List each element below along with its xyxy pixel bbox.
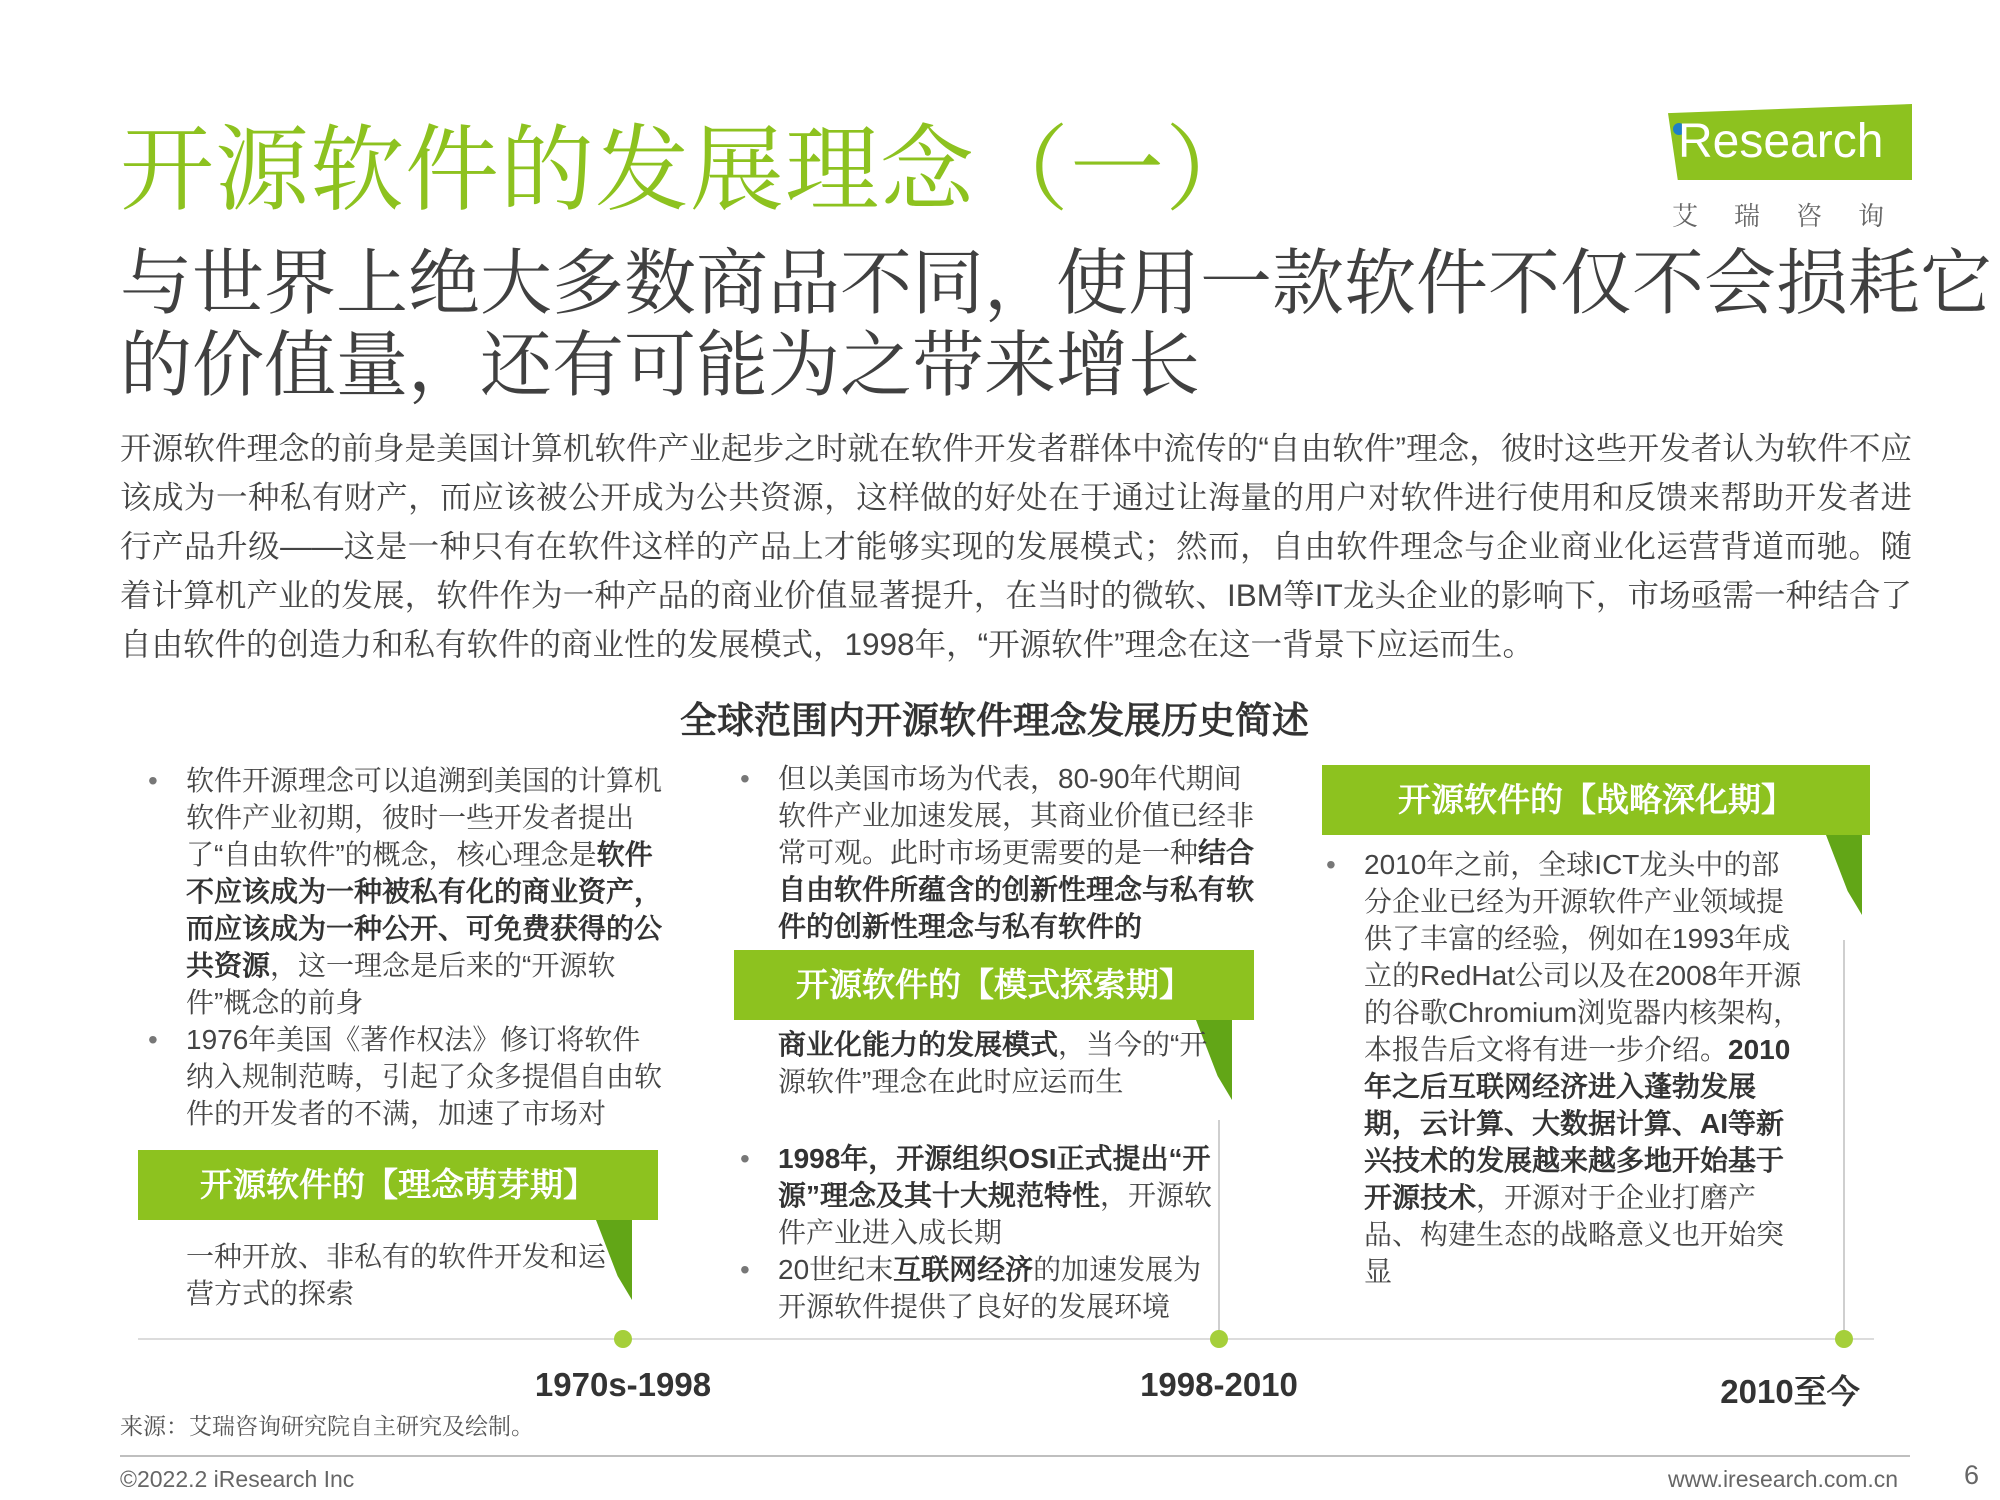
stage1-label: 开源软件的【理念萌芽期】	[138, 1150, 658, 1220]
timeline-axis	[138, 1338, 1874, 1340]
timeline-dot	[1210, 1330, 1228, 1348]
stage3-label: 开源软件的【战略深化期】	[1322, 765, 1870, 835]
logo-text: Research	[1678, 115, 1884, 168]
period-label: 1998-2010	[1140, 1366, 1298, 1403]
timeline-connector	[1843, 940, 1845, 1338]
website-link[interactable]: www.iresearch.com.cn	[1668, 1466, 1899, 1492]
list-item: • 软件开源理念可以追溯到美国的计算机软件产业初期，彼时一些开发者提出了“自由软件”的概念，核心理念是软件不应该成为一种被私有化的商业资产，而应该成为一种公开、可免费获得的公共资源，这一理念是后来的“开源软件”概念的前身	[148, 762, 668, 1021]
stage3-bullets	[1326, 846, 1806, 1290]
period-label: 2010至今	[1720, 1373, 1860, 1410]
page-number: 6	[1964, 1460, 1980, 1490]
stage2-bullets-bottom	[740, 1140, 1220, 1325]
list-item: • 2010年之前，全球ICT龙头中的部分企业已经为开源软件产业领域提供了丰富的经验，例如在1993年成立的RedHat公司以及在2008年开源的谷歌Chromium浏览器内核架构，本报告后文将有进一步介绍。2010年之后互联网经济进入蓬勃发展期，云计算、大数据计算、AI等新兴技术的发展越来越多地开始基于开源技术，开源对于企业打磨产品、构建生态的战略意义也开始突显	[1326, 846, 1806, 1290]
intro-paragraph: 开源软件理念的前身是美国计算机软件产业起步之时就在软件开发者群体中流传的“自由软件”理念，彼时这些开发者认为软件不应该成为一种私有财产，而应该被公开成为公共资源，这样做的好处在于通过让海量的用户对软件进行使用和反馈来帮助开发者进行产品升级——这是一种只有在软件这样的产品上才能够实现的发展模式；然而，自由软件理念与企业商业化运营背道而驰。随着计算机产业的发展，软件作为一种产品的商业价值显著提升，在当时的微软、IBM等IT龙头企业的影响下，市场亟需一种结合了自由软件的创造力和私有软件的商业性的发展模式，1998年，“开源软件”理念在这一背景下应运而生。	[120, 430, 1912, 662]
timeline-dot	[614, 1330, 632, 1348]
subtitle-line-1: 与世界上绝大多数商品不同，使用一款软件不仅不会损耗它	[120, 244, 1993, 324]
list-item: • 20世纪末互联网经济的加速发展为开源软件提供了良好的发展环境	[740, 1251, 1220, 1325]
timeline-title: 全球范围内开源软件理念发展历史简述	[680, 700, 1309, 741]
stage2-continuation: 商业化能力的发展模式，当今的“开源软件”理念在此时应运而生	[778, 1029, 1208, 1097]
subtitle-line-2: 的价值量，还有可能为之带来增长	[120, 326, 1201, 406]
timeline-dot	[1835, 1330, 1853, 1348]
stage1-continuation: 一种开放、非私有的软件开发和运营方式的探索	[186, 1241, 607, 1309]
source-note: 来源：艾瑞咨询研究院自主研究及绘制。	[120, 1413, 534, 1439]
period-label: 1970s-1998	[534, 1366, 712, 1403]
timeline-connector	[1218, 1120, 1220, 1338]
page-title: 开源软件的发展理念（一）	[120, 117, 1261, 222]
stage2-bullets-top	[740, 760, 1260, 945]
logo-cn-text: 艾瑞咨询	[1672, 201, 1921, 231]
stage1-bullets	[148, 762, 668, 1132]
copyright: ©2022.2 iResearch Inc	[120, 1466, 355, 1492]
stage3-fold	[1826, 835, 1862, 915]
list-item: • 1998年，开源组织OSI正式提出“开源”理念及其十大规范特性，开源软件产业进入成长期	[740, 1140, 1220, 1251]
list-item: • 但以美国市场为代表，80-90年代期间软件产业加速发展，其商业价值已经非常可观。此时市场更需要的是一种结合自由软件所蕴含的创新性理念与私有软件的创新性理念与私有软件的	[740, 760, 1260, 945]
stage2-label: 开源软件的【模式探索期】	[734, 950, 1254, 1020]
list-item: • 1976年美国《著作权法》修订将软件纳入规制范畴，引起了众多提倡自由软件的开发者的不满，加速了市场对	[148, 1021, 668, 1132]
footer-divider	[120, 1455, 1910, 1457]
